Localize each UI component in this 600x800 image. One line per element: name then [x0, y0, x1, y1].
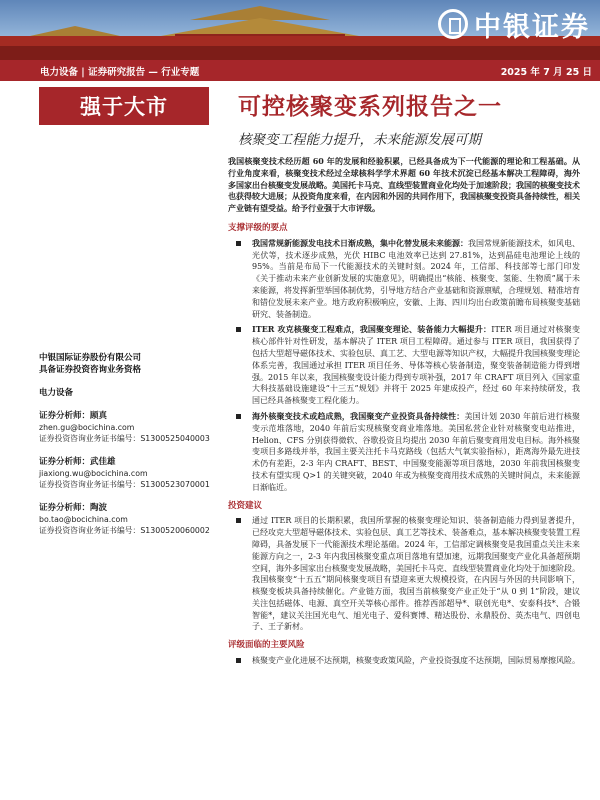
bullet-square-icon	[236, 241, 241, 246]
list-item	[228, 515, 580, 633]
section-heading-points: 支撑评级的要点	[228, 222, 288, 233]
bullet-lead: 我国常规新能源发电技术日渐成熟，集中化替发展未来能源：	[252, 237, 468, 248]
bullet-square-icon	[236, 327, 241, 332]
main-content	[228, 156, 580, 671]
section-heading-advice: 投资建议	[228, 500, 263, 511]
boc-logo-icon	[438, 9, 468, 39]
summary-paragraph: 我国核聚变技术经历超 60 年的发展和经验积累，已经具备成为下一代能源的理论和工程基础。从行业角度来看，核聚变技术经过全球核科学学术界超 60 年技术沉淀已经基本解决工程障碍，海外多国家出台核聚变发展战略。美国托卡马克、直线型装置商业化均处于加速阶段；我国的核聚变技术也获得较大进展；从投资角度来看，在内因和外因的共同作用下，我国核聚变投资具备持续性，相关产业链有望受益。给予行业强于大市评级。	[228, 156, 580, 214]
bullet-square-icon	[236, 518, 241, 523]
list-item	[228, 238, 580, 321]
bullet-lead: ITER 攻克核聚变工程难点，我国聚变理论、装备能力大幅提升：	[252, 324, 492, 335]
list-item	[228, 411, 580, 494]
header-banner	[0, 0, 600, 60]
analyst-card	[39, 410, 214, 444]
org-name: 中银国际证券股份有限公司	[39, 353, 142, 363]
rating-badge: 强于大市	[39, 87, 209, 125]
analyst-cert: 证券投资咨询业务证书编号：S1300523070001	[39, 480, 210, 489]
bullet-body: 美国计划 2030 年前后进行核聚变示范堆落地，2040 年前后实现核聚变商业堆落地。美国私营企业针对核聚变电站推进，Helion、CFS 分别获得微软、谷歌投资且均提出 2030 年前后聚变商用发电目标。海外核聚变项目多路线并举，我国主要关注托卡马克路线（包括大气氧实验指标），距离海外最先进技术仍有差距，2-3 年内 CRAFT、BEST、中国聚变能源等项目落地，2030 年前我国核聚变技术有望实现 Q>1 的关键突破，2040 年或为核聚变商用技术成熟的关键时间点，未来能源日渐临近。	[252, 411, 580, 492]
analyst-cert: 证券投资咨询业务证书编号：S1300525040003	[39, 434, 210, 443]
banner-roof-small	[30, 26, 120, 36]
analyst-title: 证券分析师：陶波	[39, 503, 108, 513]
report-category-bar	[0, 60, 600, 81]
section-heading-risk: 评级面临的主要风险	[228, 640, 305, 651]
analyst-email[interactable]: bo.tao@bocichina.com	[39, 515, 128, 524]
bullet-body: 我国常规新能源技术，如风电、光伏等，技术逐步成熟，光伏 HIBC 电池效率已达到 27.81%，达到晶硅电池理论上线的 95%。当前是布局下一代能源技术的关键时刻。2024 年，工信部、科技部等七部门印发《关于推动未来产业创新发展的实施意见》，明确提出“核能、核聚变、氢能、生物质”属于未来能源，将发挥新型举国体制优势，引导地方结合产业基础和资源禀赋，合理规划、精准培育和错位发展未来产业。地方政府积极响应，安徽、上海、四川均出台政策前瞻布局核聚变基础研究、装备制造。	[252, 238, 580, 319]
sector-label: 电力设备	[39, 388, 74, 398]
analyst-email[interactable]: zhen.gu@bocichina.com	[39, 423, 135, 432]
banner-ground	[0, 46, 600, 60]
analyst-card	[39, 502, 214, 536]
report-date: 2025 年 7 月 25 日	[500, 66, 592, 78]
bullet-square-icon	[236, 414, 241, 419]
analyst-cert: 证券投资咨询业务证书编号：S1300520060002	[39, 526, 210, 535]
page-title: 可控核聚变系列报告之一	[238, 93, 502, 120]
logo-text: 中银证券	[474, 11, 590, 43]
analyst-title: 证券分析师：顾真	[39, 411, 108, 421]
analyst-email[interactable]: jiaxiong.wu@bocichina.com	[39, 469, 148, 478]
risk-body: 核聚变产业化进展不达预期，核聚变政策风险，产业投资强度不达预期，国际贸易摩擦风险。	[252, 656, 580, 666]
list-item	[228, 324, 580, 407]
advice-body: 通过 ITER 项目的长期积累，我国所掌握的核聚变理论知识、装备制造能力得到显著提升，已经攻克大型超导磁体技术、实验包层、真工艺等技术、装备难点，基本解决核聚变装置工程障碍，具备发展下一代能源技术理论基础。2024 年，工信部定调核聚变是我国重点关注未来能源方向之一，2-3 年内我国核聚变重点项目落地有望加速，远期我国聚变产业化具备超预期空间，海外多国家出台核聚变发展战略，美国托卡马克、直线型装置商业化均处于加速阶段。我国核聚变“十五五”期间核聚变项目有望迎来更大规模投资，在内因与外因的共同影响下，核聚变板块具备持续催化。产业链方面，我国当前核聚变产业正处于“从 0 到 1”阶段，建议关注包括磁体、电源、真空开关等核心部件。推荐西部超导*、联创光电*、安泰科技*、合锻智能*，建议关注国光电气、旭光电子、爱科赛博、精达股份、永鼎股份、英杰电气、四创电子、王子新材。	[252, 516, 580, 632]
analyst-title: 证券分析师：武佳雄	[39, 457, 116, 467]
report-category: 电力设备 | 证券研究报告 — 行业专题	[40, 66, 200, 78]
company-logo	[438, 4, 590, 44]
bullet-lead: 海外核聚变技术或趋成熟，我国聚变产业投资具备持续性：	[252, 410, 465, 421]
sidebar	[39, 352, 214, 536]
list-item	[228, 655, 580, 667]
page-subtitle: 核聚变工程能力提升，未来能源发展可期	[238, 132, 481, 148]
bullet-body: ITER 项目通过对核聚变核心部件针对性研发，基本解决了 ITER 项目工程障碍。通过参与 ITER 项目，我国获得了包括大型超导磁体技术、实验包层、真工艺、大型电源等知识产权，大幅提升我国核聚变理论体系完善，我国通过承担 ITER 项目任务、导体等核心装备制造，聚变装备制造能力得到增强。2015 年以来，我国核聚变设计能力得到专项补强，2017 年 CRAFT 项目列入《国家重大科技基础设施建设“十三五”规划》并将于 2025 年建成投产，经过 60 年来持续研发，我国已经具备核聚变工程化能力。	[252, 325, 580, 406]
org-qualification: 具备证券投资咨询业务资格	[39, 365, 142, 375]
bullet-square-icon	[236, 658, 241, 663]
analyst-card	[39, 456, 214, 490]
